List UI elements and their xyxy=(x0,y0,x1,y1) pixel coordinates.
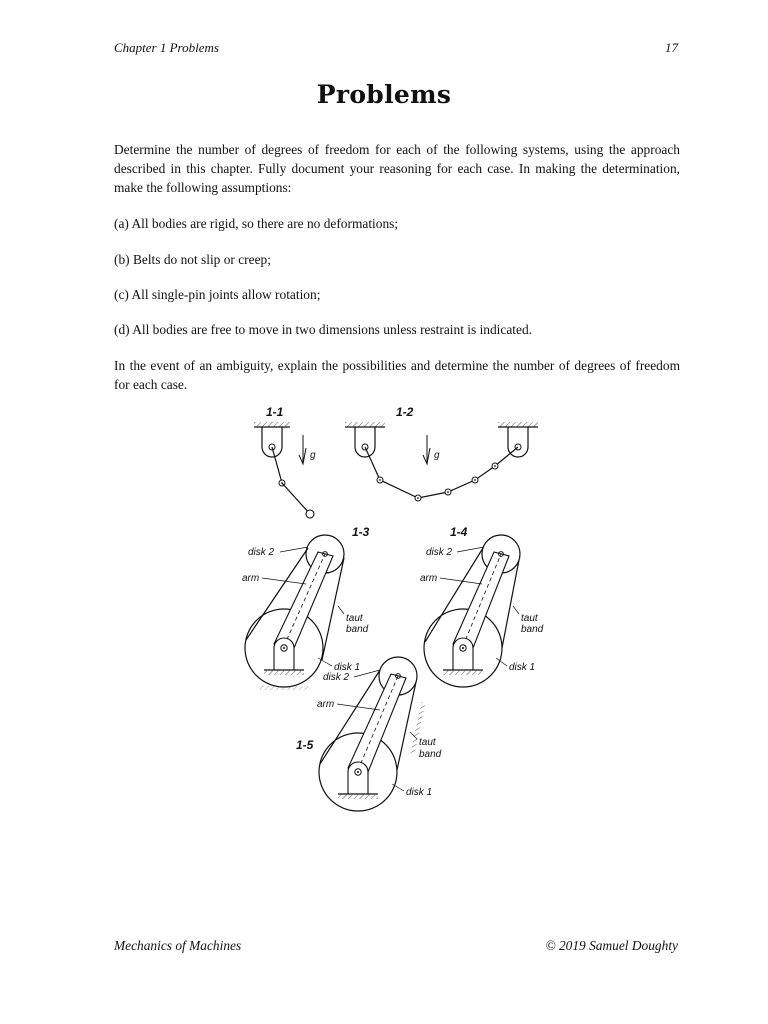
ceiling-hatch xyxy=(254,422,290,427)
problem-1-5-label: 1-5 xyxy=(296,738,314,752)
gravity-label: g xyxy=(310,450,316,461)
gravity-arrow-icon xyxy=(299,435,306,464)
assumption-c: (c) All single-pin joints allow rotation; xyxy=(114,287,321,302)
gravity-arrow-icon xyxy=(423,435,430,464)
gravity-label: g xyxy=(434,450,440,461)
pin-support xyxy=(274,638,294,670)
band-label: band xyxy=(521,624,544,635)
problem-1-4-label: 1-4 xyxy=(450,525,468,539)
disk-2-label: disk 2 xyxy=(426,547,453,558)
footer-copyright: © 2019 Samuel Doughty xyxy=(545,938,678,953)
assumption-b: (b) Belts do not slip or creep; xyxy=(114,252,271,267)
band-label: band xyxy=(419,749,442,760)
taut-label: taut xyxy=(521,613,538,624)
arm-label: arm xyxy=(317,699,335,710)
pin-support xyxy=(262,427,282,457)
problem-1-1-diagram xyxy=(254,405,316,518)
ambiguity-paragraph: In the event of an ambiguity, explain the possibilities and determine the number of degrees of freedom for each case. xyxy=(114,358,680,392)
disk-2-label: disk 2 xyxy=(248,547,275,558)
hanging-chain xyxy=(365,447,518,498)
running-header-chapter: Chapter 1 Problems xyxy=(114,40,219,55)
problem-1-2-diagram xyxy=(345,405,538,501)
pin-support xyxy=(348,762,368,794)
assumption-d: (d) All bodies are free to move in two dimensions unless restraint is indicated. xyxy=(114,322,532,337)
arm-label: arm xyxy=(242,573,260,584)
problem-1-4-diagram xyxy=(420,525,544,687)
band-label: band xyxy=(346,624,369,635)
taut-label: taut xyxy=(419,737,436,748)
problem-1-3-label: 1-3 xyxy=(352,525,370,539)
pendulum-bob xyxy=(306,510,314,518)
disk-2-label: disk 2 xyxy=(323,672,350,683)
footer-book-title: Mechanics of Machines xyxy=(114,938,242,953)
taut-label: taut xyxy=(346,613,363,624)
arm-label: arm xyxy=(420,573,438,584)
problem-1-3-diagram xyxy=(242,525,370,690)
assumption-a: (a) All bodies are rigid, so there are no deformations; xyxy=(114,216,399,231)
intro-paragraph: Determine the number of degrees of freedom for each of the following systems, using the approach described in this chapter. Fully document your reasoning for each case. In making the determination, make the following assumptions: xyxy=(114,142,680,195)
problems-figure xyxy=(230,402,560,822)
pin-support xyxy=(453,638,473,670)
problem-1-5-diagram xyxy=(296,657,442,811)
page-number: 17 xyxy=(665,40,678,55)
disk-1-label: disk 1 xyxy=(334,662,361,673)
disk-1-label: disk 1 xyxy=(509,662,536,673)
disk-1-label: disk 1 xyxy=(406,787,433,798)
page-title: Problems xyxy=(316,80,452,109)
problem-1-1-label: 1-1 xyxy=(266,405,284,419)
problem-1-2-label: 1-2 xyxy=(396,405,414,419)
